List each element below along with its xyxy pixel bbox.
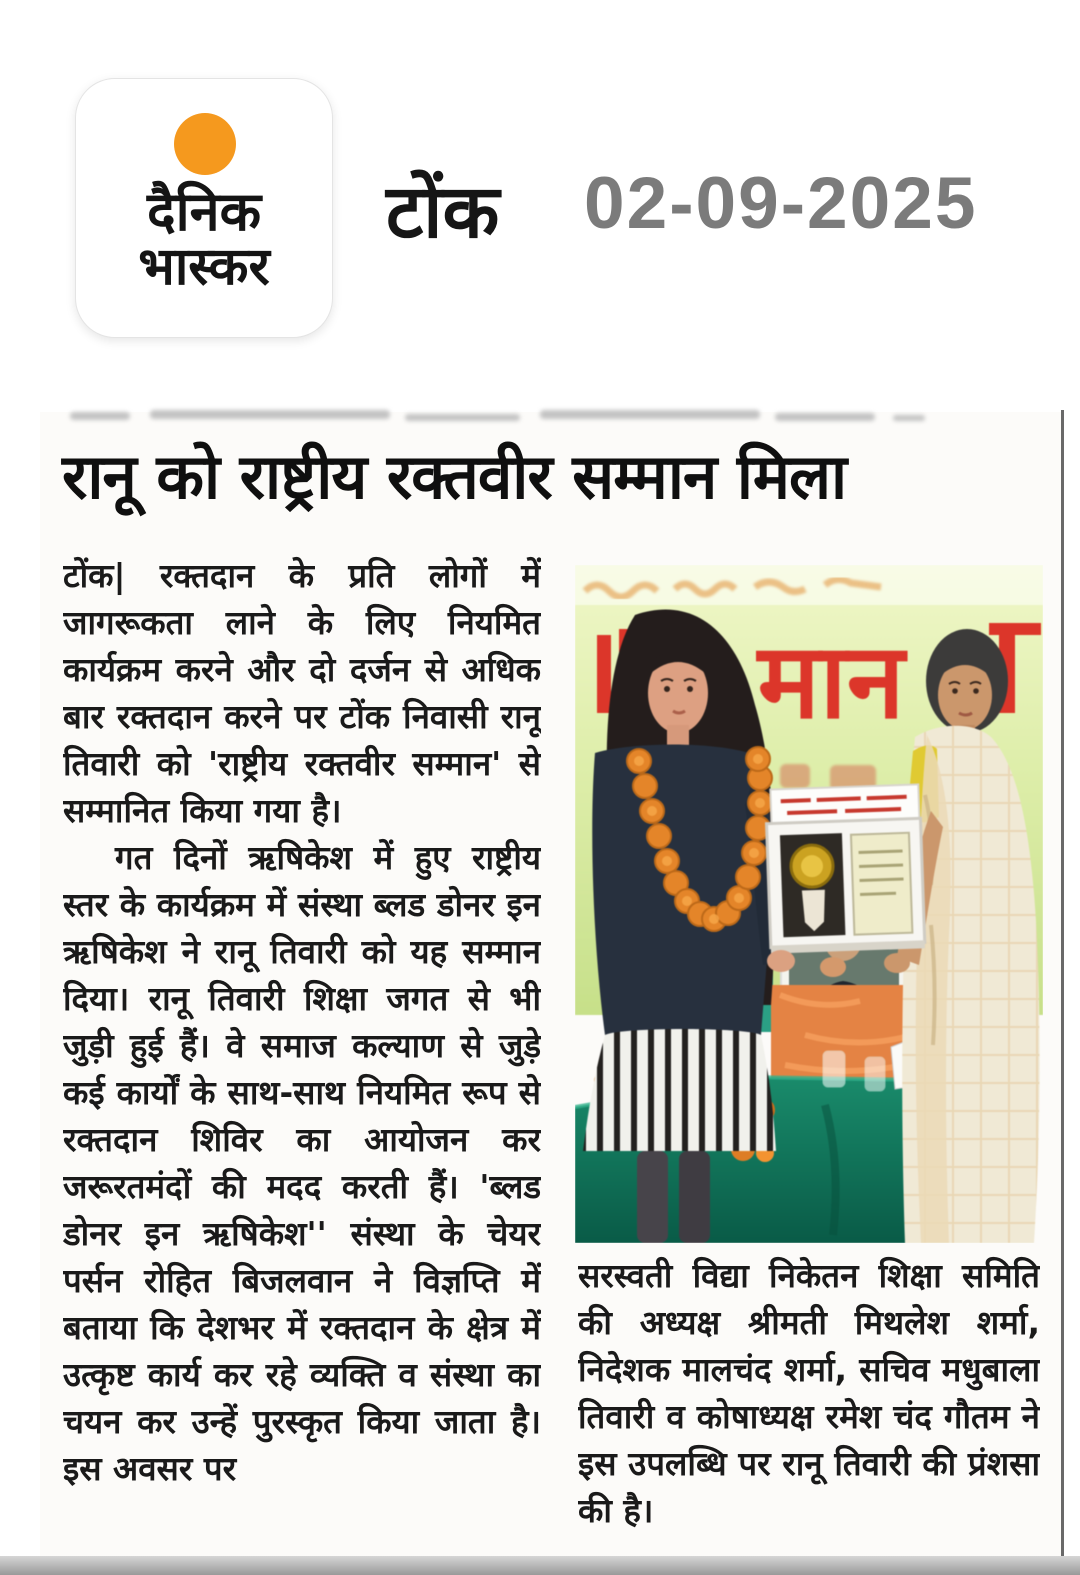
scan-smudge	[70, 412, 130, 420]
article-paragraph-3: सरस्वती विद्या निकेतन शिक्षा समिति की अध्यक्ष श्रीमती मिथलेश शर्मा, निदेशक मालचंद शर्मा, सचिव मधुबाला तिवारी व कोषाध्यक्ष रमेश चंद गौतम ने इस उपलब्धि पर रानू तिवारी की प्रंशसा की है।	[578, 1256, 1040, 1530]
scan-smudge	[893, 415, 925, 421]
logo-text-line2: भास्कर	[138, 237, 270, 297]
edition-location: टोंक	[386, 169, 500, 255]
article-column-right	[578, 1252, 1040, 1548]
bottom-gray-bar	[0, 1556, 1080, 1575]
scan-smudge	[150, 410, 390, 419]
logo-text-line1: दैनिक	[146, 180, 262, 243]
article-paragraph-1: टोंक| रक्तदान के प्रति लोगों में जागरूकता लाने के लिए नियमित कार्यक्रम करने और दो दर्जन से अधिक बार रक्तदान करने पर टोंक निवासी रानू तिवारी को 'राष्ट्रीय रक्तवीर सम्मान' से सम्मानित किया गया है।	[63, 556, 541, 830]
edition-date: 02-09-2025	[584, 163, 978, 244]
news-photo	[575, 565, 1043, 1243]
scan-smudge	[540, 410, 760, 419]
award-plaque	[765, 784, 925, 953]
dainik-bhaskar-logo	[75, 78, 333, 338]
article-headline: रानू को राष्ट्रीय रक्तवीर सम्मान मिला	[62, 440, 847, 513]
logo-sun-icon	[174, 113, 236, 175]
article-column-left	[63, 552, 541, 1552]
scan-smudge	[775, 413, 875, 421]
scan-smudge	[405, 414, 520, 421]
article-paragraph-2: गत दिनों ऋषिकेश में हुए राष्ट्रीय स्तर के कार्यक्रम में संस्था ब्लड डोनर इन ऋषिकेश ने रानू तिवारी को यह सम्मान दिया। रानू तिवारी शिक्षा जगत से भी जुड़ी हुई हैं। वे समाज कल्याण से जुड़े कई कार्यों के साथ-साथ नियमित रूप से रक्तदान शिविर का आयोजन कर जरूरतमंदों की मदद करती हैं। 'ब्लड डोनर इन ऋषिकेश'' संस्था के चेयर पर्सन रोहित बिजलवान ने विज्ञप्ति में बताया कि देशभर में रक्तदान के क्षेत्र में उत्कृष्ट कार्य कर रहे व्यक्ति व संस्था का चयन कर उन्हें पुरस्कृत किया जाता है। इस अवसर पर	[63, 838, 541, 1488]
banner-red-text: मान	[757, 620, 905, 742]
clipping-right-border	[1061, 410, 1064, 1558]
